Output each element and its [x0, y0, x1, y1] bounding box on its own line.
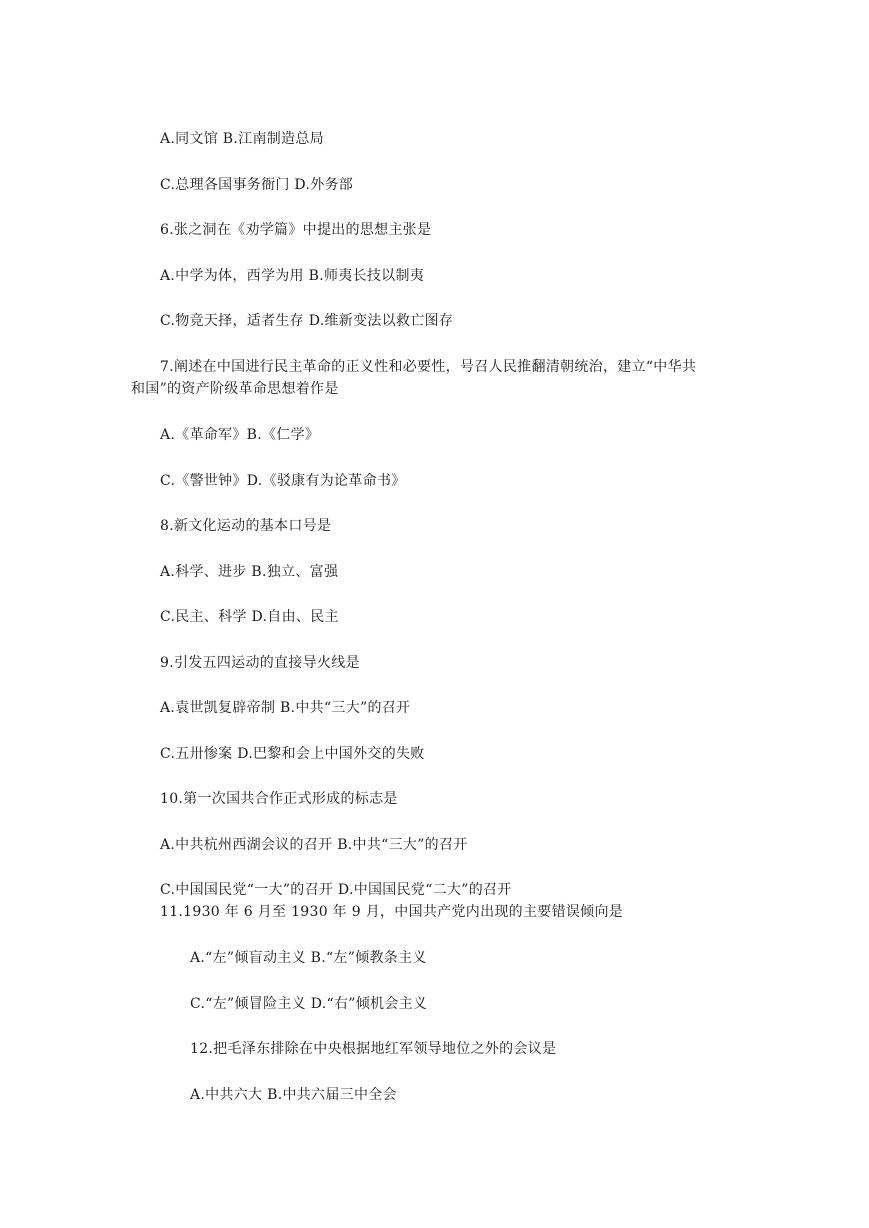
q11-options-cd: C.“左”倾冒险主义 D.“右”倾机会主义 [190, 996, 428, 1012]
q5-options-ab: A.同文馆 B.江南制造总局 [160, 131, 324, 147]
q9-options-ab: A.袁世凯复辟帝制 B.中共“三大”的召开 [160, 700, 411, 716]
q9-options-cd: C.五卅惨案 D.巴黎和会上中国外交的失败 [160, 746, 425, 762]
q6-options-ab: A.中学为体，西学为用 B.师夷长技以制夷 [160, 268, 425, 284]
q7-question-line2: 和国”的资产阶级革命思想着作是 [131, 381, 339, 397]
q11-question: 11.1930 年 6 月至 1930 年 9 月，中国共产党内出现的主要错误倾向是 [160, 904, 624, 920]
q10-options-ab: A.中共杭州西湖会议的召开 B.中共“三大”的召开 [160, 837, 468, 853]
q5-options-cd: C.总理各国事务衙门 D.外务部 [160, 177, 354, 193]
q7-question-line1: 7.阐述在中国进行民主革命的正义性和必要性，号召人民推翻清朝统治，建立“中华共 [160, 359, 697, 375]
q8-options-cd: C.民主、科学 D.自由、民主 [160, 609, 339, 625]
q8-question: 8.新文化运动的基本口号是 [160, 518, 332, 534]
q11-options-ab: A.“左”倾盲动主义 B.“左”倾教条主义 [190, 950, 427, 966]
q12-options-ab: A.中共六大 B.中共六届三中全会 [190, 1087, 397, 1103]
q12-question: 12.把毛泽东排除在中央根据地红军领导地位之外的会议是 [190, 1041, 557, 1057]
q10-question: 10.第一次国共合作正式形成的标志是 [160, 791, 398, 807]
q10-options-cd: C.中国国民党“一大”的召开 D.中国国民党“二大”的召开 [160, 882, 512, 898]
q7-options-cd: C.《警世钟》D.《驳康有为论革命书》 [160, 473, 406, 489]
q6-options-cd: C.物竞天择，适者生存 D.维新变法以救亡图存 [160, 313, 454, 329]
q6-question: 6.张之洞在《劝学篇》中提出的思想主张是 [160, 222, 432, 238]
q8-options-ab: A.科学、进步 B.独立、富强 [160, 564, 339, 580]
q7-options-ab: A.《革命军》B.《仁学》 [160, 427, 320, 443]
q9-question: 9.引发五四运动的直接导火线是 [160, 655, 360, 671]
